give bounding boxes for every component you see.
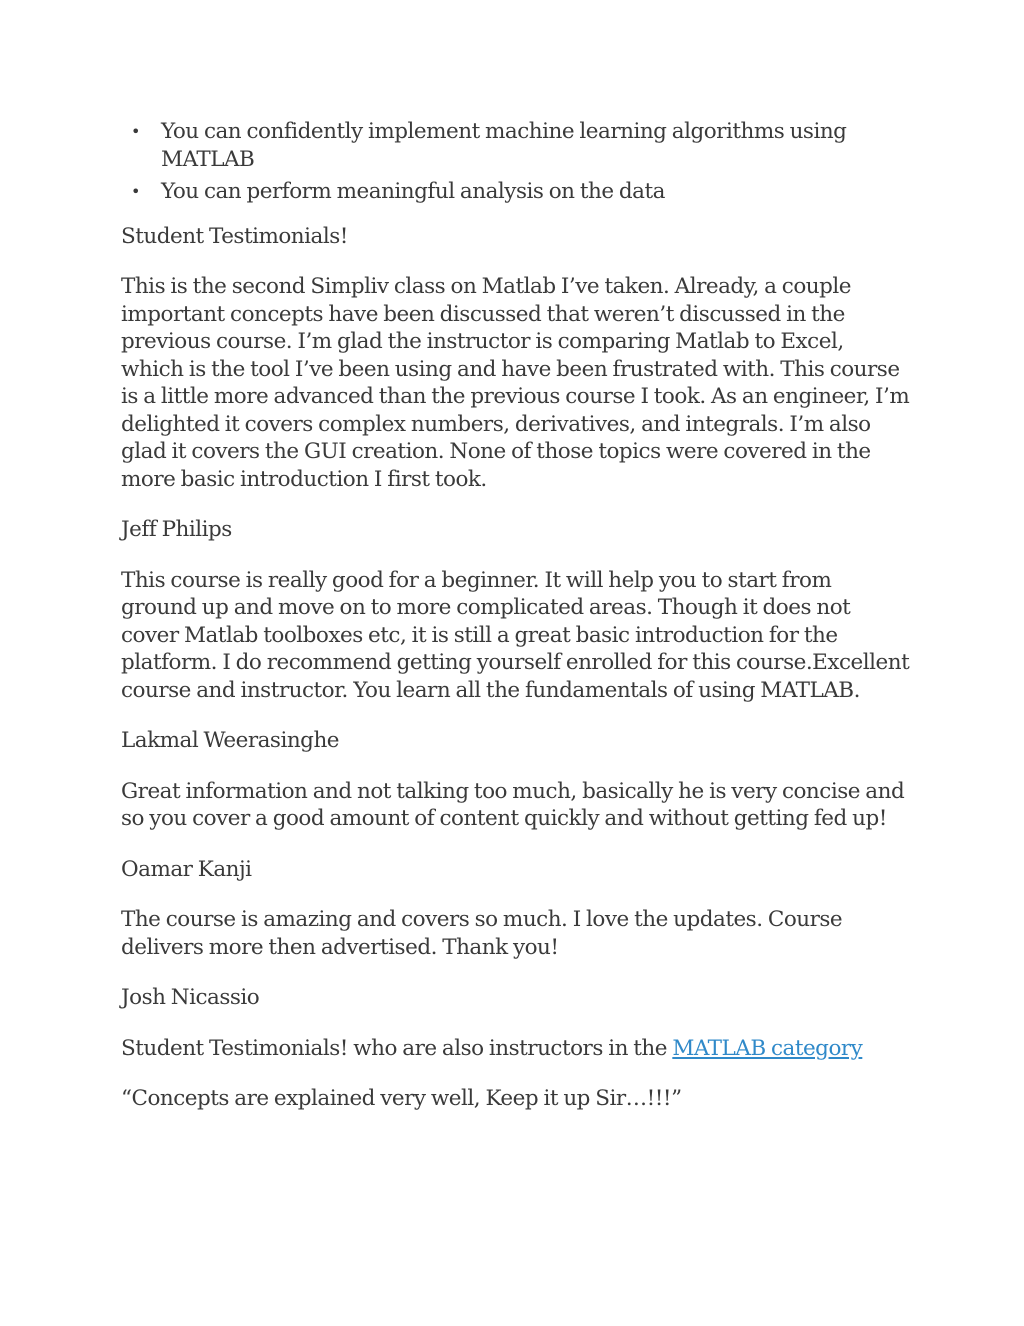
- list-item: [121, 178, 911, 206]
- testimonial-text: This course is really good for a beginner. It will help you to start from ground up and move on to more complicated areas. Though it does not cover Matlab toolboxes etc, it is still a great basic introduction for the platform. I do recommend getting yourself enrolled for this course.Excellent course and instructor. You learn all the fundamentals of using MATLAB.: [121, 567, 910, 703]
- matlab-category-link[interactable]: MATLAB category: [672, 1035, 863, 1061]
- bullet-icon: •: [131, 182, 140, 201]
- final-quote: “Concepts are explained very well, Keep it up Sir…!!!”: [121, 1086, 682, 1111]
- list-item: [121, 118, 911, 173]
- testimonial-author: Jeff Philips: [121, 517, 232, 542]
- testimonial-text: Great information and not talking too much, basically he is very concise and so you cover a good amount of content quickly and without getting fed up!: [121, 778, 905, 831]
- testimonial-text: This is the second Simpliv class on Matlab I’ve taken. Already, a couple important concepts have been discussed that weren’t discussed in the previous course. I’m glad the instructor is comparing Matlab to Excel, which is the tool I’ve been using and have been frustrated with. This course is a little more advanced than the previous course I took. As an engineer, I’m delighted it covers complex numbers, derivatives, and integrals. I’m also glad it covers the GUI creation. None of those topics were covered in the more basic introduction I first took.: [121, 274, 910, 492]
- section-heading: Student Testimonials!: [121, 223, 348, 249]
- bullet-text: You can confidently implement machine learning algorithms using MATLAB: [161, 119, 847, 172]
- testimonial-author: Josh Nicassio: [121, 985, 260, 1010]
- testimonial-author: Oamar Kanji: [121, 856, 252, 882]
- benefits-list: [121, 118, 911, 206]
- bullet-text: You can perform meaningful analysis on the data: [161, 179, 665, 204]
- testimonial-author: Lakmal Weerasinghe: [121, 728, 340, 753]
- testimonial-text: The course is amazing and covers so much. I love the updates. Course delivers more then advertised. Thank you!: [121, 907, 843, 960]
- document-page: [121, 118, 911, 1136]
- instructors-line: [121, 1035, 911, 1063]
- instructors-line-prefix: Student Testimonials! who are also instructors in the: [121, 1035, 673, 1061]
- bullet-icon: •: [131, 122, 140, 141]
